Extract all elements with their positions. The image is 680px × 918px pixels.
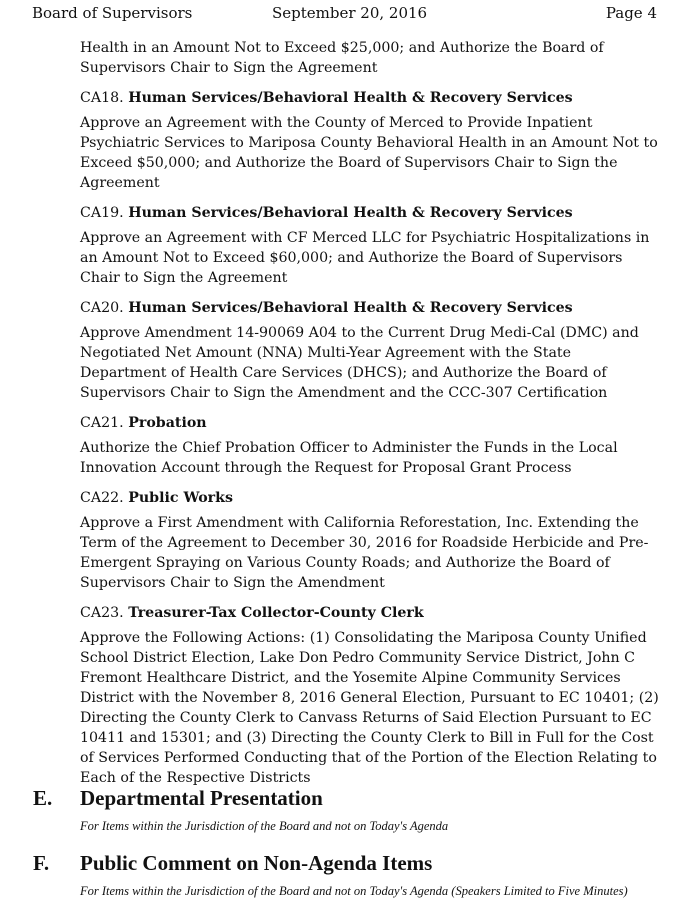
item-department: Public Works — [128, 490, 233, 506]
section-subtitle: For Items within the Jurisdiction of the Board and not on Today's Agenda — [80, 819, 449, 833]
header-date: September 20, 2016 — [272, 4, 428, 22]
item-description: Approve an Agreement with the County of Merced to Provide Inpatient Psychiatric Services to Mariposa County Behavioral Health in an Amount Not to Exceed $50,000; and Authorize the Board of Supervisors Chair to Sign the Agreement — [80, 115, 658, 191]
item-description: Approve Amendment 14-90069 A04 to the Current Drug Medi-Cal (DMC) and Negotiated Net Amount (NNA) Multi-Year Agreement with the State Department of Health Care Services (DHCS); and Authorize the Board of Supervisors Chair to Sign the Amendment and the CCC-307 Certification — [80, 325, 639, 401]
item-department: Treasurer-Tax Collector-County Clerk — [128, 605, 424, 621]
item-department: Human Services/Behavioral Health & Recovery Services — [128, 205, 573, 221]
item-department: Human Services/Behavioral Health & Recovery Services — [128, 300, 573, 316]
agenda-item-ca23 — [80, 603, 660, 788]
item-department: Probation — [128, 415, 207, 431]
item-number: CA19. — [80, 205, 124, 221]
agenda-item-heading — [80, 298, 660, 318]
section-letter: F. — [33, 851, 50, 875]
section-subtitle: For Items within the Jurisdiction of the Board and not on Today's Agenda (Speakers Limited to Five Minutes) — [80, 884, 628, 898]
continued-item-text: Health in an Amount Not to Exceed $25,000; and Authorize the Board of Supervisors Chair to Sign the Agreement — [80, 40, 604, 76]
agenda-item-heading — [80, 488, 660, 508]
agenda-item-heading — [80, 413, 660, 433]
item-number: CA21. — [80, 415, 124, 431]
section-title: Departmental Presentation — [80, 786, 323, 810]
item-number: CA18. — [80, 90, 124, 106]
item-description: Authorize the Chief Probation Officer to Administer the Funds in the Local Innovation Account through the Request for Proposal Grant Process — [80, 440, 618, 476]
section-title: Public Comment on Non-Agenda Items — [80, 851, 433, 875]
agenda-item-ca21 — [80, 413, 660, 478]
agenda-item-heading — [80, 203, 660, 223]
consent-agenda-list — [80, 38, 660, 788]
agenda-item-ca22 — [80, 488, 660, 593]
header-page-number: Page 4 — [605, 4, 657, 22]
page-header — [0, 3, 680, 23]
agenda-item-ca20 — [80, 298, 660, 403]
header-board-name: Board of Supervisors — [32, 4, 193, 22]
item-number: CA22. — [80, 490, 124, 506]
agenda-item-ca18 — [80, 88, 660, 193]
item-number: CA20. — [80, 300, 124, 316]
agenda-item-ca19 — [80, 203, 660, 288]
section-letter: E. — [33, 786, 53, 810]
item-description: Approve the Following Actions: (1) Consolidating the Mariposa County Unified School District Election, Lake Don Pedro Community Service District, John C Fremont Healthcare District, and the Yosemite Alpine Community Services District with the November 8, 2016 General Election, Pursuant to EC 10401; (2) Directing the County Clerk to Canvass Returns of Said Election Pursuant to EC 10411 and 15301; and (3) Directing the County Clerk to Bill in Full for the Cost of Services Performed Conducting that of the Portion of the Election Relating to Each of the Respective Districts — [80, 630, 659, 786]
item-number: CA23. — [80, 605, 124, 621]
item-department: Human Services/Behavioral Health & Recovery Services — [128, 90, 573, 106]
agenda-item-heading — [80, 88, 660, 108]
agenda-item-heading — [80, 603, 660, 623]
item-description: Approve a First Amendment with California Reforestation, Inc. Extending the Term of the Agreement to December 30, 2016 for Roadside Herbicide and Pre-Emergent Spraying on Various County Roads; and Authorize the Board of Supervisors Chair to Sign the Amendment — [80, 515, 649, 591]
item-description: Approve an Agreement with CF Merced LLC for Psychiatric Hospitalizations in an Amount Not to Exceed $60,000; and Authorize the Board of Supervisors Chair to Sign the Agreement — [80, 230, 650, 286]
